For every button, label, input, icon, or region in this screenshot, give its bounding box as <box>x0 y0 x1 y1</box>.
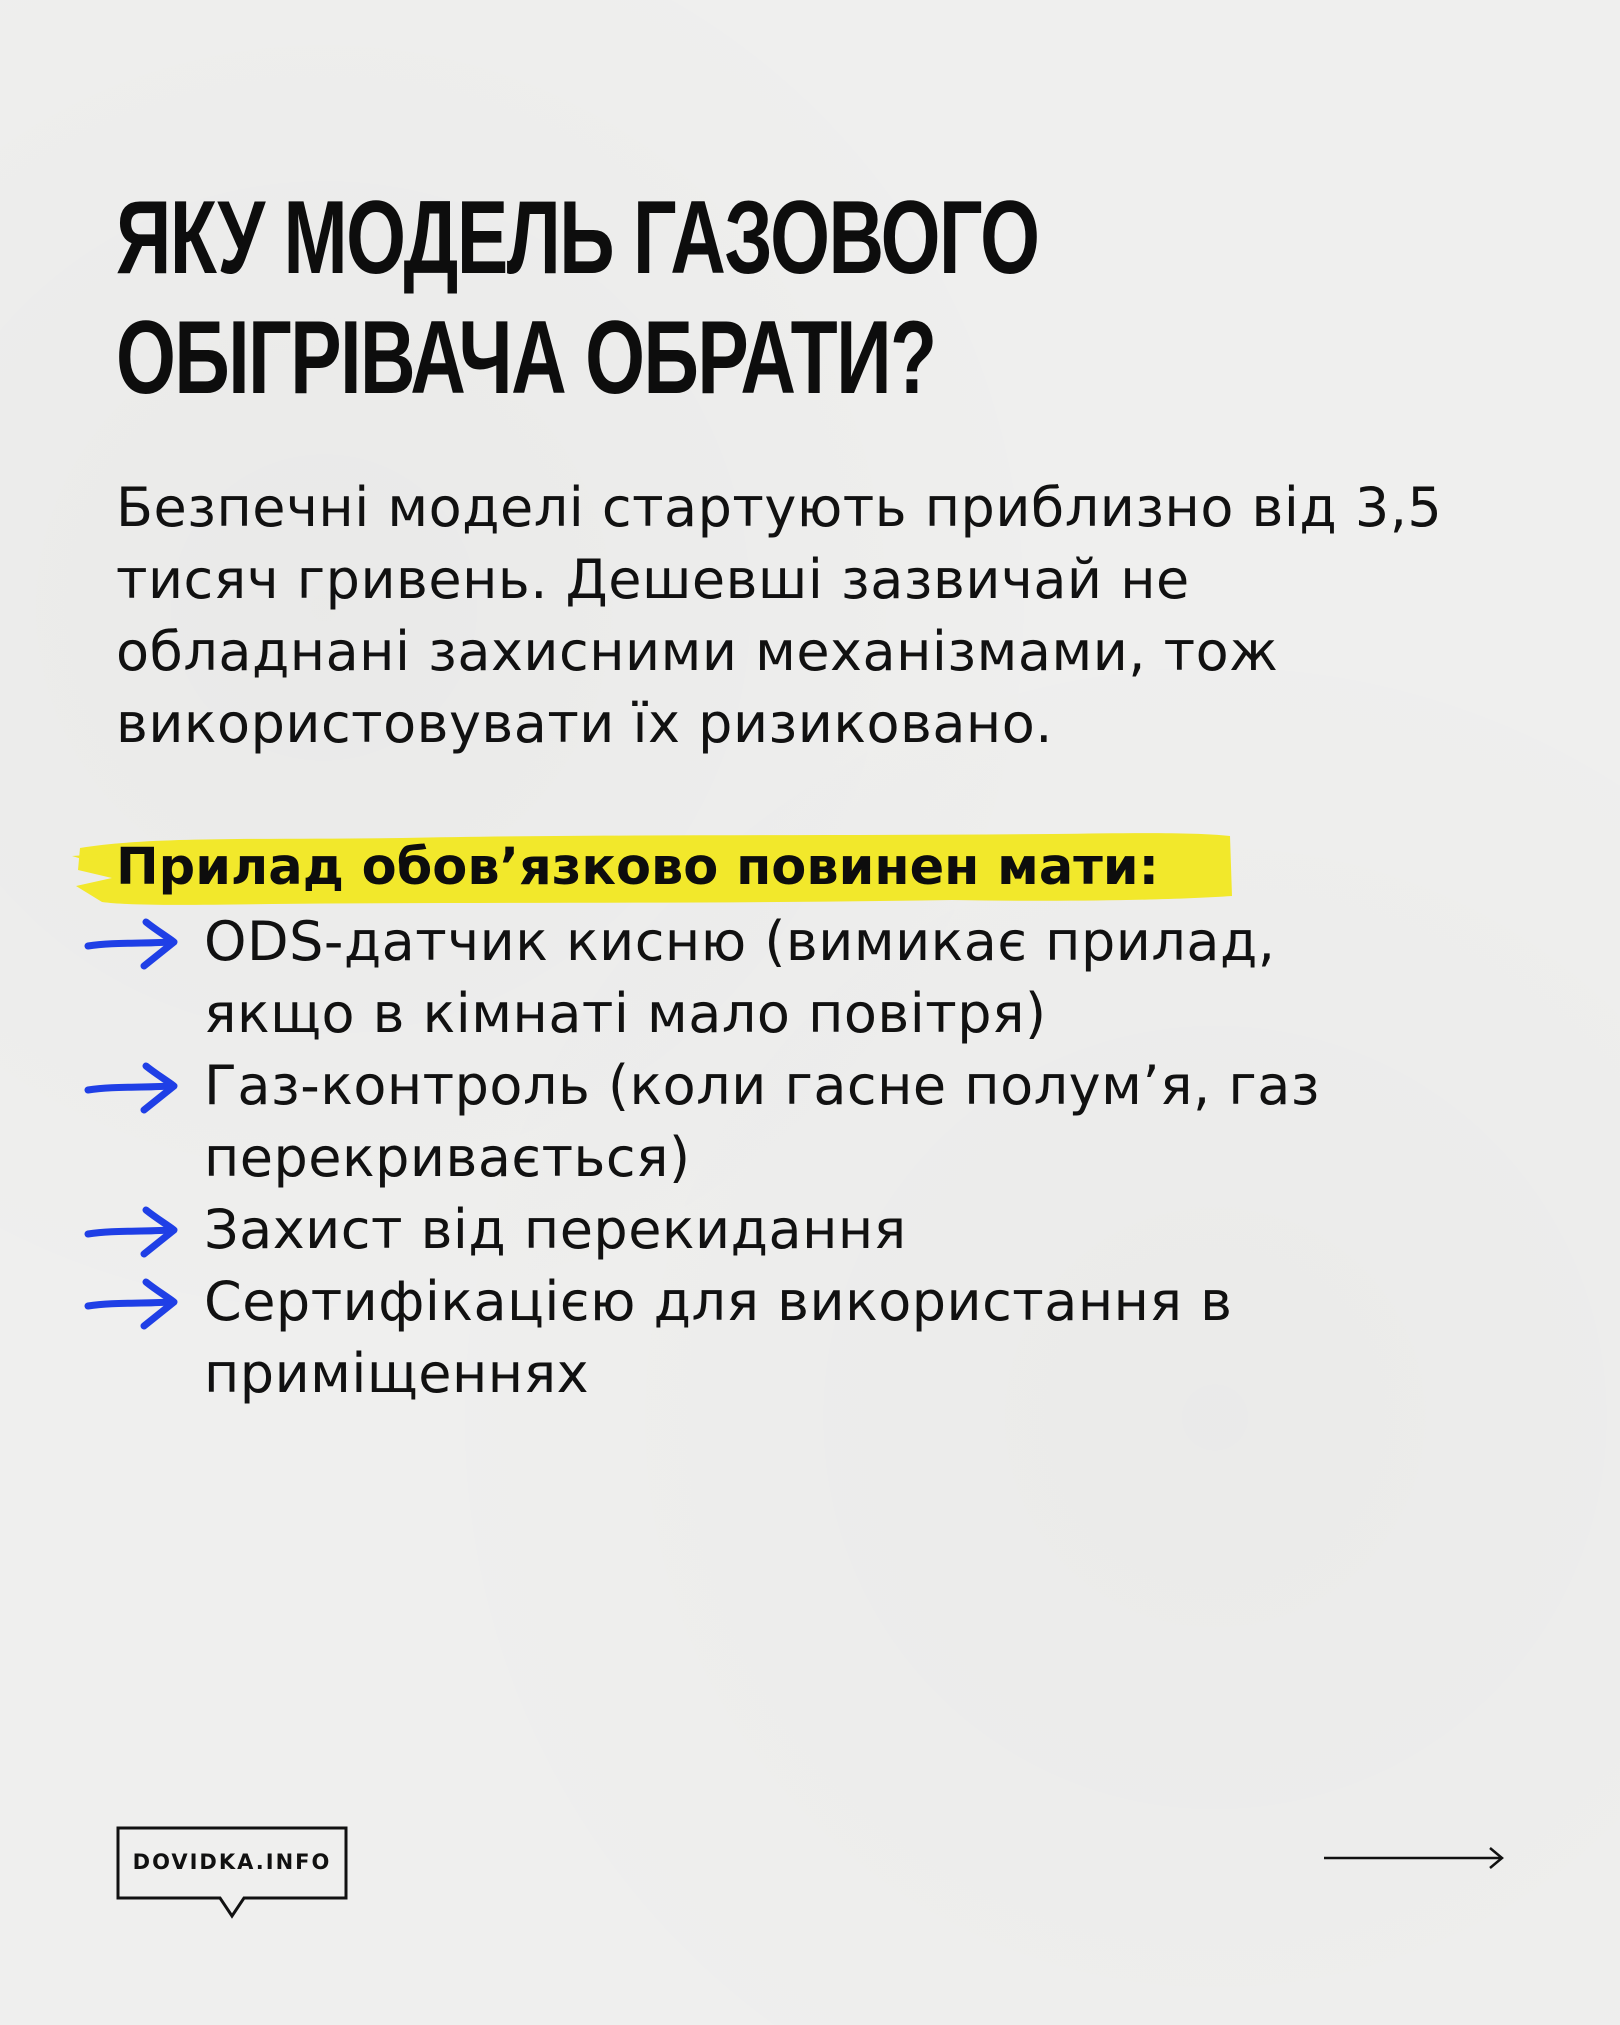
arrow-right-icon <box>84 1276 180 1330</box>
list-item <box>0 1194 1434 1266</box>
title-line-2: ОБІГРІВАЧА ОБРАТИ? <box>116 300 936 416</box>
list-item <box>0 1050 1434 1194</box>
list-item-text: Газ-контроль (коли гасне полум’я, газ перекривається) <box>204 1054 1321 1189</box>
arrow-right-icon <box>84 1204 180 1258</box>
list-item-text: Сертифікацією для використання в приміщеннях <box>204 1270 1233 1405</box>
intro-paragraph: Безпечні моделі стартують приблизно від 3,5 тисяч гривень. Дешевші зазвичай не обладнані захисними механізмами, тож використовувати їх ризиковано. <box>116 476 1443 755</box>
title-line-1: ЯКУ МОДЕЛЬ ГАЗОВОГО <box>116 180 1039 296</box>
arrow-right-icon <box>84 1060 180 1114</box>
logo-text: DOVIDKA.INFO <box>132 1850 332 1874</box>
page-title <box>116 178 1078 418</box>
requirements-list <box>0 906 1620 1410</box>
list-item-text: ODS-датчик кисню (вимикає прилад, якщо в кімнаті мало повітря) <box>204 910 1276 1045</box>
list-item <box>0 906 1434 1050</box>
list-item-text: Захист від перекидання <box>204 1198 907 1261</box>
list-item <box>0 1266 1434 1410</box>
arrow-right-icon <box>84 916 180 970</box>
requirements-heading: Прилад обов’язково повинен мати: <box>116 838 1159 897</box>
logo[interactable] <box>116 1826 348 1920</box>
long-arrow-right-icon[interactable] <box>1322 1840 1508 1876</box>
